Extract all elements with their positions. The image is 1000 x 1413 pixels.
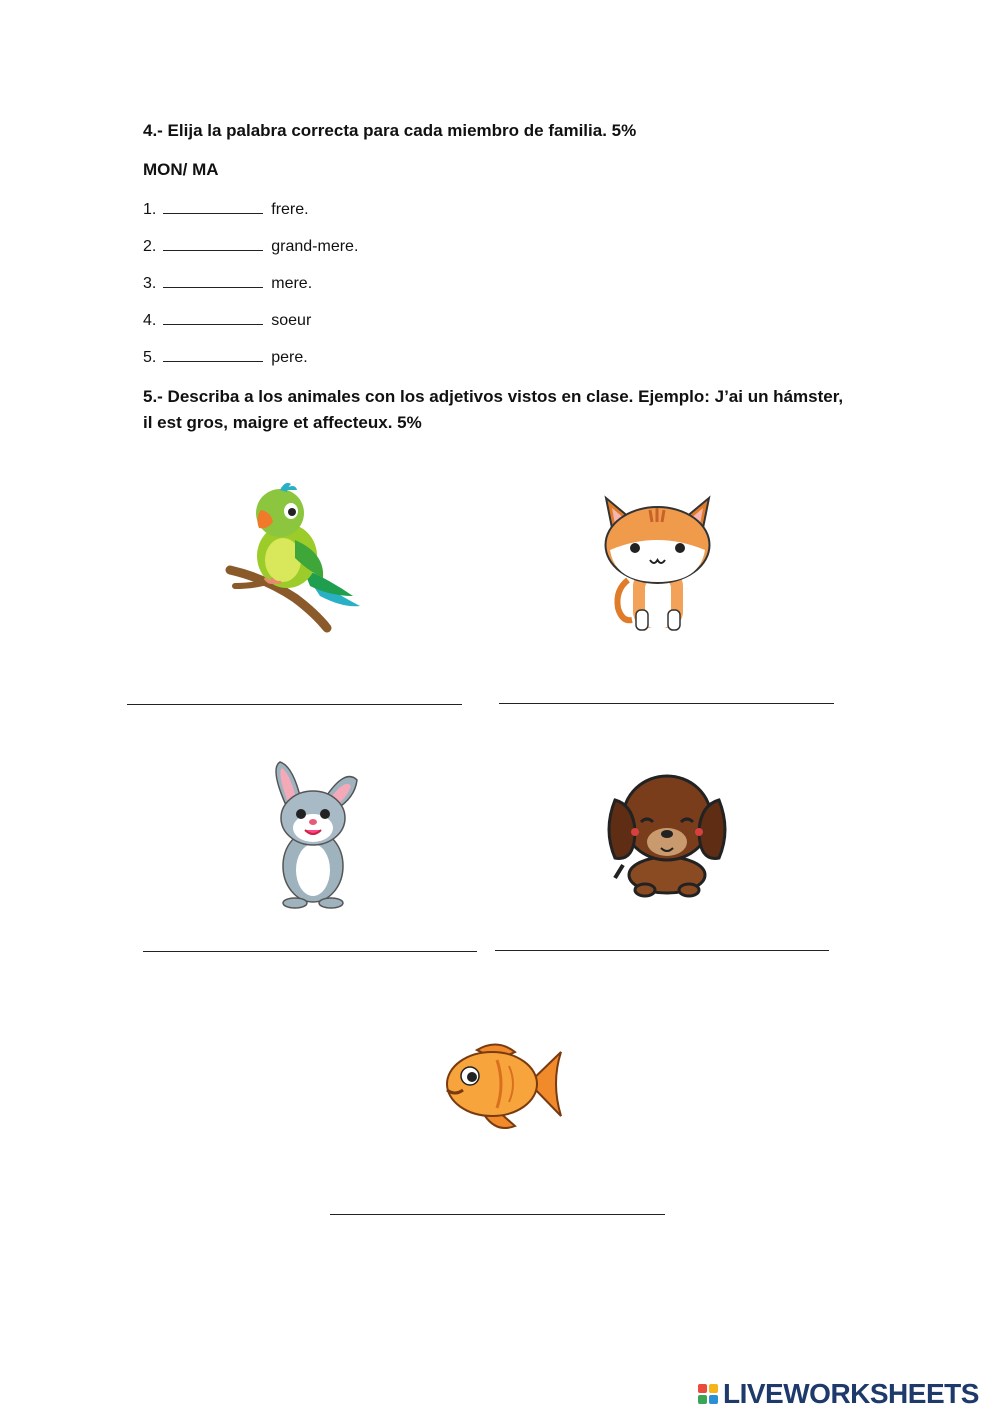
item-number: 2. [143,238,157,255]
fill-blank-2[interactable] [163,236,263,251]
rabbit-icon [265,758,370,910]
fill-blank-1[interactable] [163,199,263,214]
item-word: frere. [271,201,309,218]
list-item [143,236,358,257]
logo-mark-icon [698,1384,718,1404]
item-number: 1. [143,201,157,218]
dog-icon [605,770,730,900]
parrot-icon [225,478,365,633]
answer-line-fish[interactable] [330,1214,665,1215]
item-word: mere. [271,275,313,292]
item-number: 5. [143,349,157,366]
word-options: MON/ MA [143,160,219,179]
item-word: pere. [271,349,308,366]
item-word: soeur [271,312,312,329]
list-item [143,199,309,220]
fill-blank-3[interactable] [163,273,263,288]
exercise-4-title: 4.- Elija la palabra correcta para cada miembro de familia. 5% [143,121,637,140]
exercise-5-title-line-1: 5.- Describa a los animales con los adjetivos vistos en clase. Ejemplo: J’ai un hámster, [143,387,844,406]
fill-blank-4[interactable] [163,310,263,325]
list-item [143,273,312,294]
item-number: 4. [143,312,157,329]
fish-icon [437,1038,565,1133]
item-word: grand-mere. [271,238,359,255]
answer-line-rabbit[interactable] [143,951,477,952]
answer-line-parrot[interactable] [127,704,462,705]
brand-name: LIVEWORKSHEETS [723,1378,979,1409]
exercise-5-title-line-2: il est gros, maigre et affecteux. 5% [143,413,422,432]
list-item [143,310,311,331]
liveworksheets-logo [698,1378,994,1410]
answer-line-dog[interactable] [495,950,829,951]
item-number: 3. [143,275,157,292]
cat-icon [600,490,715,635]
answer-line-cat[interactable] [499,703,834,704]
fill-blank-5[interactable] [163,347,263,362]
list-item [143,347,308,368]
